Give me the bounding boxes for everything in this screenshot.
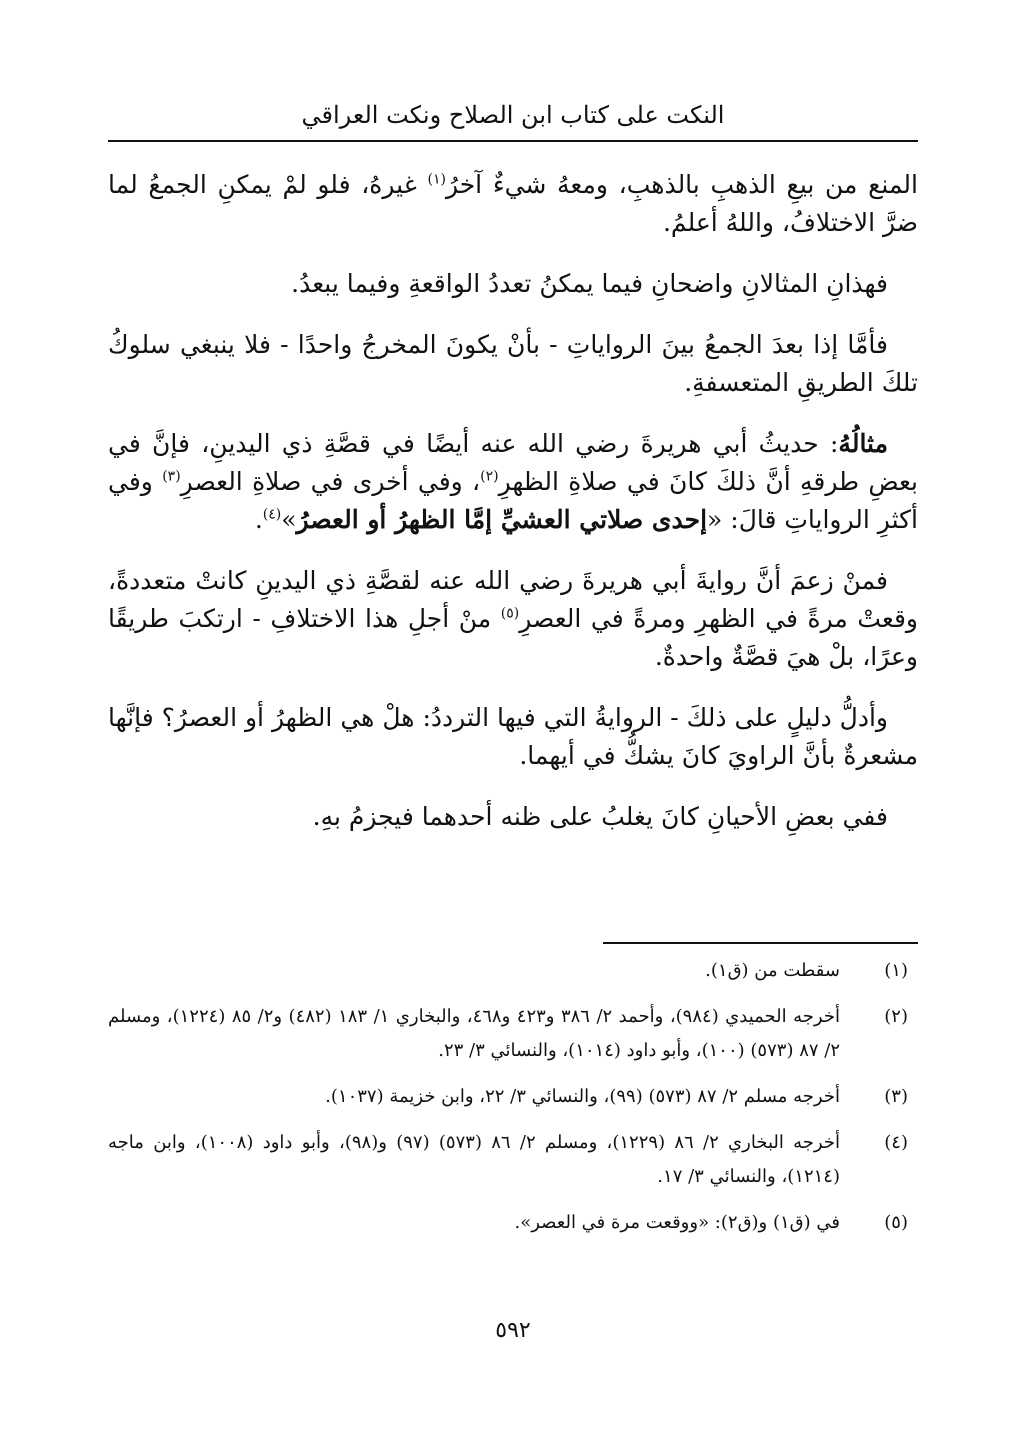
paragraph-5 [108,562,918,676]
footnote-text: أخرجه البخاري ٢/ ٨٦ (١٢٢٩)، ومسلم ٢/ ٨٦ (٥٧٣) (٩٧) و(٩٨)، وأبو داود (١٠٠٨)، وابن ماجه (١٢١٤)، والنسائي ٣/ ١٧. [108,1132,840,1187]
p4-text-b: ، وفي أخرى في صلاةِ العصرِ [180,467,481,496]
paragraph-6 [108,699,918,775]
footnote-1 [108,954,918,988]
p2-text: فهذانِ المثالانِ واضحانِ فيما يمكنُ تعددُ الواقعةِ وفيما يبعدُ. [291,269,888,298]
paragraph-3 [108,326,918,402]
p4-text-e: . [254,505,263,534]
footnote-3 [108,1080,918,1114]
footnote-5 [108,1206,918,1240]
hadith-quote: إحدى صلاتي العشيِّ إمَّا الظهرُ أو العصرُ [296,505,708,534]
footnote-number: (٣) [884,1086,908,1107]
footnote-4 [108,1126,918,1194]
paragraph-1 [108,166,918,242]
footnotes [108,954,918,1252]
p4-text-a: : حديثُ أبي هريرةَ رضي الله عنه أيضًا في قصَّةِ ذي اليدينِ، فإنَّ في بعضِ طرقهِ أنَّ ذلكَ كانَ في صلاةِ الظهرِ [108,429,918,496]
p4-text-c: وفي أكثرِ الرواياتِ قالَ: « [108,467,918,534]
page-number: ٥٩٢ [495,1318,531,1343]
p6-text: وأدلُّ دليلٍ على ذلكَ - الروايةُ التي فيها الترددُ: هلْ هي الظهرُ أو العصرُ؟ فإنَّها مشعرةٌ بأنَّ الراويَ كانَ يشكُّ في أيهما. [108,703,918,770]
p7-text: ففي بعضِ الأحيانِ كانَ يغلبُ على ظنه أحدهما فيجزمُ بهِ. [312,802,888,831]
footnote-ref-4[interactable]: (٤) [262,506,282,523]
footnote-ref-5[interactable]: (٥) [500,605,520,622]
footnote-text: أخرجه الحميدي (٩٨٤)، وأحمد ٢/ ٣٨٦ و٤٢٣ و٤٦٨، والبخاري ١/ ١٨٣ (٤٨٢) و٢/ ٨٥ (١٢٢٤)، ومسلم ٢/ ٨٧ (٥٧٣) (١٠٠)، وأبو داود (١٠١٤)، والنسائي ٣/ ٢٣. [108,1006,840,1061]
footnote-divider [603,942,918,944]
paragraph-7 [108,798,918,836]
footnote-text: أخرجه مسلم ٢/ ٨٧ (٥٧٣) (٩٩)، والنسائي ٣/ ٢٢، وابن خزيمة (١٠٣٧). [325,1086,840,1107]
p4-text-d: » [281,505,297,534]
main-text [108,166,918,859]
footnote-ref-2[interactable]: (٢) [480,468,499,485]
footnote-text: سقطت من (ق١). [705,960,840,981]
p5-text-a: فمنْ زعمَ أنَّ روايةَ أبي هريرةَ رضي الله عنه لقصَّةِ ذي اليدينِ كانتْ متعددةً، وقعتْ مرةً في الظهرِ ومرةً في العصرِ [108,566,918,633]
p3-text: فأمَّا إذا بعدَ الجمعُ بينَ الرواياتِ - بأنْ يكونَ المخرجُ واحدًا - فلا ينبغي سلوكُ تلكَ الطريقِ المتعسفةِ. [108,330,918,397]
header-divider [108,140,918,142]
footnote-number: (٤) [884,1132,908,1153]
p1-text-b: غيرهُ، فلو لمْ يمكنِ الجمعُ لما ضرَّ الاختلافُ، واللهُ أعلمُ. [108,170,918,237]
footnote-2 [108,1000,918,1068]
footnote-number: (٢) [884,1006,908,1027]
running-header: النكت على كتاب ابن الصلاح ونكت العراقي [301,101,725,129]
footnote-number: (١) [884,960,908,981]
footnote-ref-3[interactable]: (٣) [162,468,181,485]
footnote-ref-1[interactable]: (١) [427,171,446,188]
paragraph-2 [108,265,918,303]
p1-text-a: المنع من بيعِ الذهبِ بالذهبِ، ومعهُ شيءٌ آخرُ [445,170,918,199]
footnote-number: (٥) [884,1212,908,1233]
paragraph-4 [108,425,918,539]
footnote-text: في (ق١) و(ق٢): «ووقعت مرة في العصر». [514,1212,840,1233]
example-label: مثالُهُ [838,429,888,458]
p5-text-b: منْ أجلِ هذا الاختلافِ - ارتكبَ طريقًا وعرًا، بلْ هيَ قصَّةٌ واحدةٌ. [108,604,918,671]
